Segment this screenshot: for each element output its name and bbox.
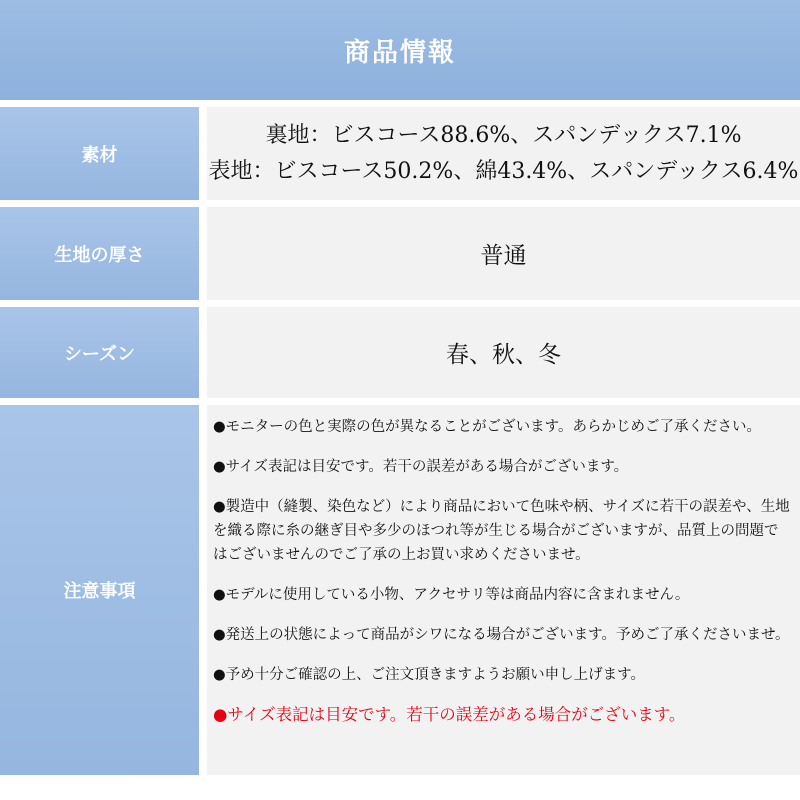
season-row bbox=[0, 307, 800, 398]
note-confirm-order: ●予め十分ご確認の上、ご注文頂きますようお願い申し上げます。 bbox=[213, 667, 645, 683]
material-value bbox=[207, 107, 800, 200]
material-label: 素材 bbox=[0, 107, 199, 200]
notes-row bbox=[0, 405, 800, 775]
lining-material: 裏地：ビスコース88.6%、スパンデックス7.1% bbox=[265, 122, 742, 148]
season-value: 春、秋、冬 bbox=[446, 342, 561, 368]
note-manufacturing: ●製造中（縫製、染色など）により商品において色味や柄、サイズに若干の誤差や、生地を織る際に糸の継ぎ目や多少のほつれ等が生じる場合がございますが、品質上の問題ではございませんのでご了承の上お買い求めくださいませ。 bbox=[213, 499, 790, 563]
table-title: 商品情報 bbox=[343, 37, 456, 68]
thickness-row bbox=[0, 207, 800, 300]
season-label: シーズン bbox=[0, 307, 199, 398]
outer-material: 表地：ビスコース50.2%、綿43.4%、スパンデックス6.4% bbox=[208, 158, 799, 184]
table-header bbox=[0, 0, 800, 100]
thickness-value-cell bbox=[207, 207, 800, 300]
thickness-value: 普通 bbox=[480, 243, 527, 269]
season-value-cell bbox=[207, 307, 800, 398]
material-row bbox=[0, 107, 800, 200]
notes-label: 注意事項 bbox=[0, 405, 199, 775]
notes-list bbox=[207, 405, 800, 775]
thickness-label: 生地の厚さ bbox=[0, 207, 199, 300]
note-accessories: ●モデルに使用している小物、アクセサリ等は商品内容に含まれません。 bbox=[213, 587, 690, 603]
note-shipping-wrinkles: ●発送上の状態によって商品がシワになる場合がございます。予めご了承くださいませ。 bbox=[213, 627, 790, 643]
note-color-difference: ●モニターの色と実際の色が異なることがございます。あらかじめご了承ください。 bbox=[213, 419, 761, 435]
note-size-warning: ●サイズ表記は目安です。若干の誤差がある場合がございます。 bbox=[213, 705, 686, 724]
note-size-guide: ●サイズ表記は目安です。若干の誤差がある場合がございます。 bbox=[213, 459, 629, 475]
